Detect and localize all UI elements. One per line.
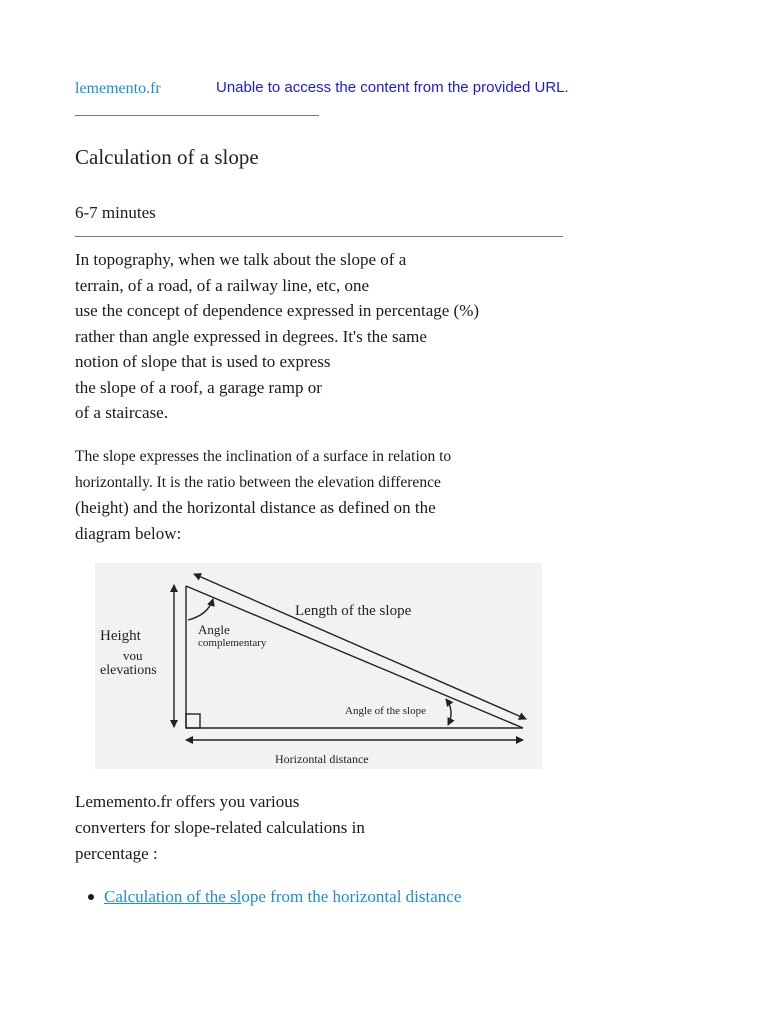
error-message: Unable to access the content from the provided URL. — [216, 79, 569, 96]
text-line: Lememento.fr offers you various — [75, 792, 300, 811]
list-item — [75, 885, 461, 909]
text-line: rather than angle expressed in degrees. It's the same — [75, 326, 427, 346]
text-line: In topography, when we talk about the slope of a — [75, 250, 407, 269]
height-label: vou — [123, 648, 143, 663]
horizontal-distance-label: Horizontal distance — [275, 752, 369, 766]
converters-paragraph — [75, 789, 365, 867]
converter-links — [75, 885, 461, 909]
complementary-label: complementary — [198, 637, 267, 649]
definition-paragraph — [75, 444, 451, 546]
height-label: Height — [100, 628, 141, 644]
intro-paragraph — [75, 247, 479, 426]
read-time: 6-7 minutes — [75, 203, 156, 222]
slope-length-label: Length of the slope — [295, 603, 412, 619]
slope-diagram — [95, 563, 542, 769]
text-line: diagram below: — [75, 523, 182, 543]
text-line: horizontally. It is the ratio between the elevation difference — [75, 473, 441, 491]
slope-horizontal-distance-link[interactable] — [104, 887, 461, 906]
header-divider — [75, 115, 319, 116]
text-line: (height) and the horizontal distance as defined on the — [75, 498, 436, 517]
text-line: converters for slope-related calculations in — [75, 818, 365, 837]
page-title: Calculation of a slope — [75, 145, 259, 169]
angle-label: Angle — [198, 622, 230, 637]
diagram-background — [95, 563, 542, 769]
link-underlined-text: Calculation of the sl — [104, 887, 242, 906]
text-line: terrain, of a road, of a railway line, etc, one — [75, 275, 370, 295]
text-line: The slope expresses the inclination of a surface in relation to — [75, 448, 452, 465]
height-label: elevations — [100, 663, 157, 678]
text-line: of a staircase. — [75, 403, 168, 422]
link-text: ope from the horizontal distance — [241, 887, 462, 906]
text-line: the slope of a roof, a garage ramp or — [75, 377, 322, 397]
bullet-icon — [88, 894, 94, 900]
title-divider — [75, 236, 563, 237]
text-line: notion of slope that is used to express — [75, 352, 331, 371]
text-line: use the concept of dependence expressed in percentage (%) — [75, 301, 480, 320]
text-line: percentage : — [75, 844, 158, 863]
slope-angle-label: Angle of the slope — [345, 705, 426, 717]
site-link[interactable]: lememento.fr — [75, 80, 161, 97]
